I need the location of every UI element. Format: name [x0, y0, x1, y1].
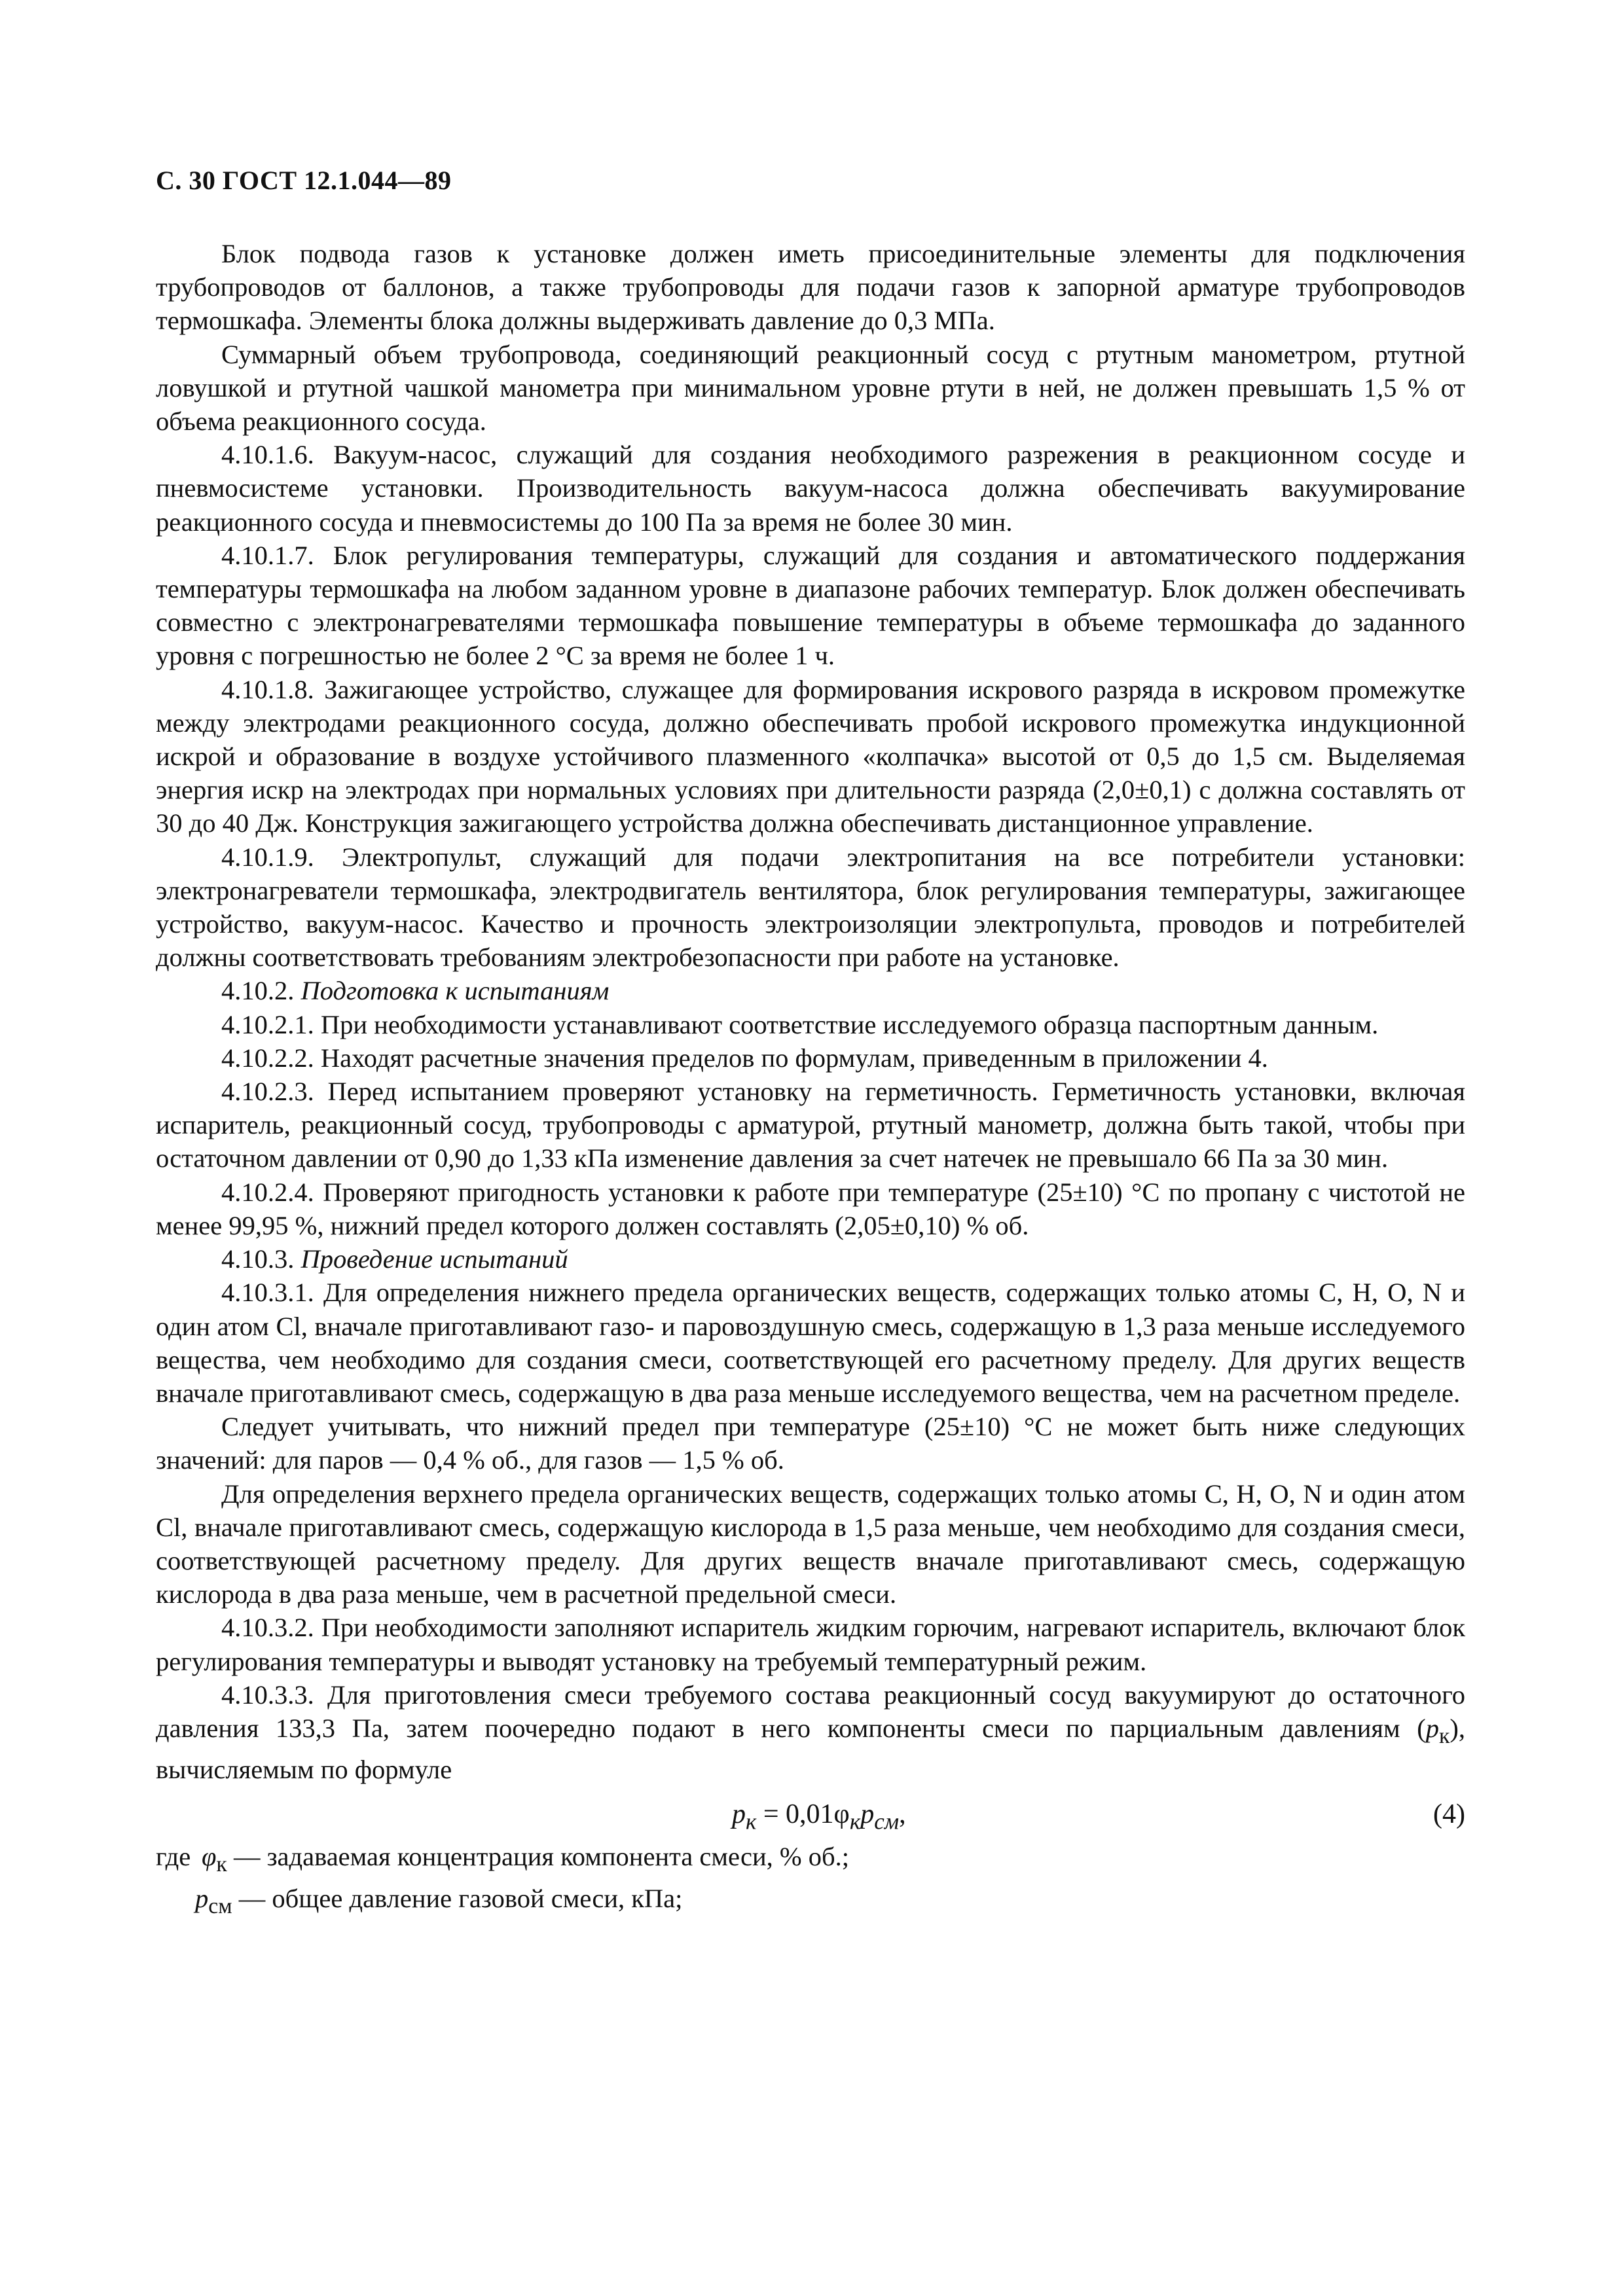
paragraph: 4.10.2.2. Находят расчетные значения пределов по формулам, приведенным в приложении 4.: [221, 1043, 1268, 1073]
formula-coefficient: = 0,01φ: [756, 1799, 850, 1830]
subscript: к: [1438, 1724, 1450, 1749]
paragraph: Блок подвода газов к установке должен иметь присоединительные элементы для подключения трубопроводов от баллонов, а также трубопроводы для подачи газов к запорной арматуре трубопроводов термошкафа. Элементы блока должны выдерживать давление до 0,3 МПа.: [156, 239, 1465, 336]
section-title: Проведение испытаний: [301, 1244, 568, 1274]
paragraph: Для определения верхнего предела органических веществ, содержащих только атомы С, Н, О, N и один атом Cl, вначале приготавливают смесь, содержащую кислорода в 1,5 раза меньше, чем необходимо для создания смеси, соответствующей расчетному пределу. Для других веществ вначале приготавливают смесь, содержащую кислорода в два раза меньше, чем в расчетной предельной смеси.: [156, 1479, 1465, 1609]
paragraph: 4.10.1.7. Блок регулирования температуры, служащий для создания и автоматического поддержания температуры термошкафа на любом заданном уровне в диапазоне рабочих температур. Блок должен обеспечивать совместно с электронагревателями термошкафа повышение температуры в объеме термошкафа до заданного уровня с погрешностью не более 2 °С за время не более 1 ч.: [156, 540, 1465, 671]
legend-entry: [195, 1882, 682, 1923]
formula-expression: [732, 1798, 906, 1839]
section-number: 4.10.3.: [221, 1244, 295, 1274]
paragraph: 4.10.2.4. Проверяют пригодность установки к работе при температуре (25±10) °С по пропану с чистотой не менее 99,95 %, нижний предел которого должен составлять (2,05±0,10) % об.: [156, 1177, 1465, 1240]
paragraph: 4.10.3.2. При необходимости заполняют испаритель жидким горючим, нагревают испаритель, включают блок регулирования температуры и выводят установку на требуемый температурный режим.: [156, 1613, 1465, 1676]
paragraph: Следует учитывать, что нижний предел при температуре (25±10) °С не может быть ниже следующих значений: для паров — 0,4 % об., для газов — 1,5 % об.: [156, 1412, 1465, 1475]
formula-legend: [156, 1840, 1465, 1923]
paragraph: 4.10.1.6. Вакуум-насос, служащий для создания необходимого разрежения в реакционном сосуде и пневмосистеме установки. Производительность вакуум-насоса должна обеспечивать вакуумирование реакционного сосуда и пневмосистемы до 100 Па за время не более 30 мин.: [156, 440, 1465, 537]
formula-number: (4): [1433, 1799, 1465, 1830]
section-heading-4-10-3: [156, 1242, 1465, 1276]
formula-subscript: к: [746, 1808, 757, 1835]
formula-subscript: к: [849, 1808, 861, 1835]
section-title: Подготовка к испытаниям: [301, 976, 610, 1006]
paragraph: 4.10.2.1. При необходимости устанавливают соответствие исследуемого образца паспортным данным.: [221, 1009, 1379, 1039]
paragraph: 4.10.3.1. Для определения нижнего предела органических веществ, содержащих только атомы С, Н, О, N и один атом Cl, вначале приготавливают газо- и паровоздушную смесь, содержащую в 1,3 раза меньше исследуемого вещества, чем необходимо для создания смеси, соответствующей его расчетному пределу. Для других веществ вначале приготавливают смесь, содержащую в два раза меньше исследуемого вещества, чем на расчетном пределе.: [156, 1278, 1465, 1408]
symbol-p: p: [1425, 1713, 1439, 1743]
legend-entry: [202, 1840, 849, 1881]
legend-row: [156, 1882, 1465, 1923]
section-number: 4.10.2.: [221, 976, 295, 1006]
text-segment: ), вычисляемым по формуле: [156, 1713, 1465, 1785]
legend-subscript: к: [216, 1852, 227, 1877]
page-header: С. 30 ГОСТ 12.1.044—89: [156, 166, 452, 195]
paragraph: 4.10.1.8. Зажигающее устройство, служащее для формирования искрового разряда в искровом промежутке между электродами реакционного сосуда, должно обеспечивать пробой искрового промежутка индукционной искрой и образование в воздухе устойчивого плазменного «колпачка» высотой от 0,5 до 1,5 см. Выделяемая энергия искр на электродах при нормальных условиях при длительности разряда (2,0±0,1) с должна составлять от 30 до 40 Дж. Конструкция зажигающего устройства должна обеспечивать дистанционное управление.: [156, 674, 1465, 838]
formula-subscript: см: [874, 1808, 900, 1835]
legend-indent: [156, 1882, 195, 1923]
formula-symbol: p: [732, 1799, 746, 1830]
formula-comma: ,: [899, 1799, 906, 1830]
legend-symbol: p: [195, 1883, 209, 1913]
legend-text: — общее давление газовой смеси, кПа;: [238, 1883, 683, 1913]
paragraph: Суммарный объем трубопровода, соединяющий реакционный сосуд с ртутным манометром, ртутной ловушкой и ртутной чашкой манометра при минимальном уровне ртути в ней, не должен превышать 1,5 % от объема реакционного сосуда.: [156, 339, 1465, 437]
paragraph-4-10-3-3: [156, 1678, 1465, 1787]
legend-symbol: φ: [202, 1842, 217, 1872]
legend-text: — задаваемая концентрация компонента смеси, % об.;: [233, 1842, 849, 1872]
document-body: [156, 237, 1465, 1923]
legend-label: где: [156, 1842, 191, 1872]
paragraph: 4.10.2.3. Перед испытанием проверяют установку на герметичность. Герметичность установки, включая испаритель, реакционный сосуд, трубопроводы с арматурой, ртутный манометр, должна быть такой, чтобы при остаточном давлении от 0,90 до 1,33 кПа изменение давления за счет натечек не превышало 66 Па за 30 мин.: [156, 1077, 1465, 1174]
text-segment: 4.10.3.3. Для приготовления смеси требуемого состава реакционный сосуд вакуумируют до остаточного давления 133,3 Па, затем поочередно подают в него компоненты смеси по парциальным давлениям (: [156, 1679, 1465, 1743]
formula-symbol: p: [860, 1799, 875, 1830]
paragraph: 4.10.1.9. Электропульт, служащий для подачи электропитания на все потребители установки: электронагреватели термошкафа, электродвигатель вентилятора, блок регулирования температуры, зажигающее устройство, вакуум-насос. Качество и прочность электроизоляции электропульта, проводов и потребителей должны соответствовать требованиям электробезопасности при работе на установке.: [156, 842, 1465, 973]
legend-subscript: см: [208, 1893, 232, 1918]
legend-row: [156, 1840, 1465, 1881]
formula-4: [156, 1793, 1465, 1840]
section-heading-4-10-2: [156, 974, 1465, 1007]
